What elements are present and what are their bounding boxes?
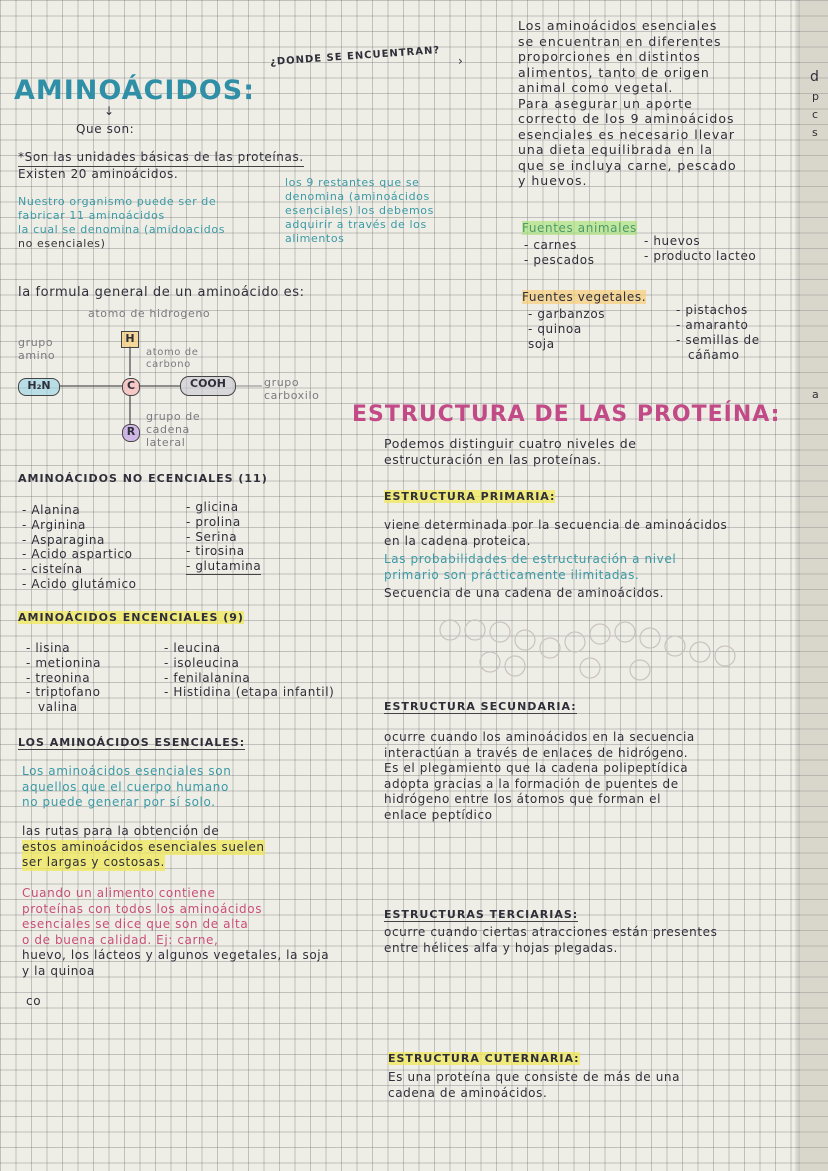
structure-title: ESTRUCTURA DE LAS PROTEÍNA: — [352, 402, 781, 427]
secundaria-heading: ESTRUCTURA SECUNDARIA: — [384, 700, 577, 713]
question-where: ¿DONDE SE ENCUENTRAN? — [269, 45, 441, 68]
esenciales-paragraph-3: Cuando un alimento contiene proteínas con todos los aminoácidos esenciales se dice que son de alta o de buena calidad. Ej: carne, huevo, los lácteos y algunos vegetales, la soja y la quinoa — [22, 886, 330, 978]
primaria-text: viene determinada por la secuencia de aminoácidos en la cadena proteica. — [384, 518, 728, 548]
question-what: Que son: — [76, 122, 135, 136]
page-title: AMINOÁCIDOS: — [14, 75, 255, 106]
fuentes-vegetales-list-1: - garbanzos - quinoa soja — [528, 307, 606, 351]
primaria-text-c: Secuencia de una cadena de aminoácidos. — [384, 586, 665, 600]
no-esenciales-list-1: - Alanina - Arginina - Asparagina - Acido aspartico - cisteína - Acido glutámico — [22, 503, 137, 591]
edge-letter: c — [812, 108, 819, 121]
side-chain-label: grupo de cadena lateral — [146, 410, 201, 449]
edge-letter: d — [810, 69, 820, 85]
esenciales-heading: AMINOÁCIDOS ENCENCIALES (9) — [18, 611, 244, 624]
carbon-atom-label: atomo de carbono — [146, 347, 199, 370]
primaria-text-b: Las probabilidades de estructuración a nivel primario son prácticamente ilimitadas. — [384, 552, 677, 582]
formula-intro: la formula general de un aminoácido es: — [18, 285, 305, 300]
esenciales-list-1: - lisina - metionina - treonina - triptofano valina — [26, 641, 102, 715]
next-page-edge — [800, 0, 828, 1171]
cuaternaria-text: Es una proteína que consiste de más de una cadena de aminoácidos. — [388, 1070, 681, 1100]
hydrogen-atom: H — [121, 331, 139, 348]
edge-letter: s — [812, 126, 819, 139]
edge-letter: a — [812, 388, 820, 401]
side-chain-r: R — [122, 424, 140, 442]
trailing-note: co — [26, 994, 42, 1008]
edge-letter: p — [812, 90, 820, 103]
cuaternaria-heading: ESTRUCTURA CUTERNARIA: — [388, 1052, 580, 1065]
secundaria-text: ocurre cuando los aminoácidos en la secuencia interactúan a través de enlaces de hidrógeno. Es el plegamiento que la cadena polipeptídica adopta gracias a la formación de puentes de hidrógeno entre los átomos que forman el enlace peptídico — [384, 730, 695, 822]
remaining-note: los 9 restantes que se denomina (aminoácidos esenciales) los debemos adquirir a través de los alimentos — [285, 176, 434, 245]
terciaria-text: ocurre cuando ciertas atracciones están presentes entre hélices alfa y hojas plegadas. — [384, 925, 718, 955]
arrow-right-icon: › — [458, 54, 464, 68]
carbon-atom: C — [122, 378, 140, 396]
esenciales-section-heading: LOS AMINOÁCIDOS ESENCIALES: — [18, 736, 246, 749]
fuentes-vegetales-list-2: - pistachos - amaranto - semillas de cáñamo — [676, 303, 760, 362]
terciaria-heading: ESTRUCTURAS TERCIARIAS: — [384, 908, 579, 921]
hydrogen-atom-label: atomo de hidrogeno — [88, 307, 211, 320]
esenciales-paragraph-2: las rutas para la obtención de estos aminoácidos esenciales suelen ser largas y costosas. — [22, 824, 265, 869]
structure-intro: Podemos distinguir cuatro niveles de estructuración en las proteínas. — [384, 436, 637, 467]
organism-note: Nuestro organismo puede ser de fabricar 11 aminoácidos la cual se denomina (amidoacidos no esenciales) — [18, 195, 226, 250]
fuentes-animales-list-2: - huevos - producto lacteo — [644, 234, 757, 263]
carboxyl-group: COOH — [180, 376, 236, 396]
esenciales-list-2: - leucina - isoleucina - fenilalanina - Histidina (etapa infantil) — [164, 641, 335, 700]
sources-intro: Los aminoácidos esenciales se encuentran en diferentes proporciones en distintos alimentos, tanto de origen animal como vegetal. Para asegurar un aporte correcto de los 9 aminoácidos esenciales es necesario llevar una dieta equilibrada en la que se incluya carne, pescado y huevos. — [518, 18, 737, 188]
esenciales-paragraph-1: Los aminoácidos esenciales son aquellos que el cuerpo humano no puede generar por sí solo. — [22, 764, 232, 809]
primaria-heading: ESTRUCTURA PRIMARIA: — [384, 490, 556, 503]
amine-group: H₂N — [18, 378, 60, 396]
fuentes-animales-heading: Fuentes animales — [522, 221, 637, 235]
down-arrow-icon: ↓ — [104, 104, 115, 118]
amino-acid-chain-sketch — [430, 610, 750, 690]
definition-text: *Son las unidades básicas de las proteínas. Existen 20 aminoácidos. — [18, 150, 304, 181]
fuentes-vegetales-heading: Fuentes vegetales. — [522, 290, 647, 304]
amino-group-label: grupo amino — [18, 336, 56, 362]
no-esenciales-heading: AMINOÁCIDOS NO ECENCIALES (11) — [18, 472, 268, 485]
no-esenciales-list-2: - glicina - prolina - Serina - tirosina - glutamina — [186, 500, 262, 574]
carboxyl-label: grupo carboxilo — [264, 376, 320, 402]
fuentes-animales-list-1: - carnes - pescados — [524, 238, 595, 267]
